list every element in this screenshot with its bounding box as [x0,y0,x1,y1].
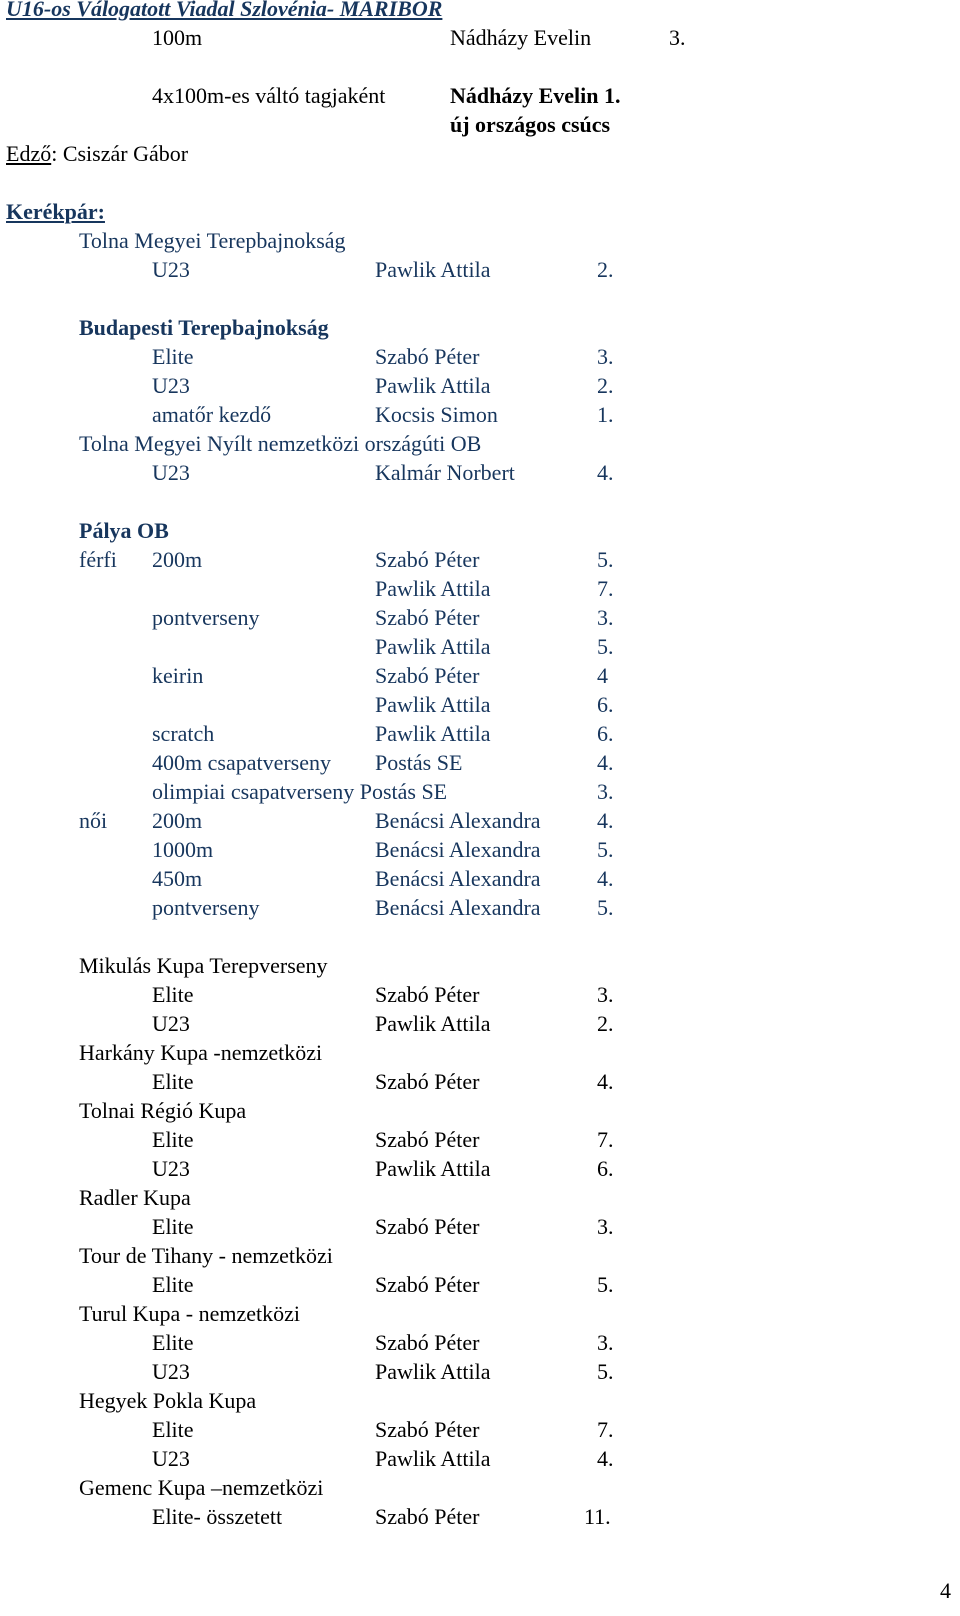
result-place: 5. [597,634,614,659]
result-place: 3. [597,605,614,630]
result-athlete: Pawlik Attila [375,1446,491,1471]
result-category: 400m csapatverseny [152,750,331,775]
result-category: U23 [152,1446,190,1471]
result-place: 7. [597,1127,614,1152]
result-athlete: Benácsi Alexandra [375,837,541,862]
result-category: amatőr kezdő [152,402,272,427]
result-athlete: Szabó Péter [375,1214,480,1239]
competition-title: Tolna Megyei Terepbajnokság [79,228,346,253]
result-place: 4. [597,808,614,833]
result-place: 1. [597,402,614,427]
result-category: U23 [152,1011,190,1036]
result-category: pontverseny [152,895,260,920]
result-category: U23 [152,1156,190,1181]
result-category: U23 [152,257,190,282]
event-label: 100m [152,25,203,50]
coach-name: : Csiszár Gábor [51,141,189,166]
result-place: 4. [597,1069,614,1094]
result-category: Elite [152,344,194,369]
result-place: 5. [597,547,614,572]
result-category: Elite [152,1127,194,1152]
result-place: 6. [597,721,614,746]
gender-label: női [79,808,108,833]
result-place: 4 [597,663,608,688]
result-category: Elite [152,1214,194,1239]
result-athlete: Szabó Péter [375,1330,480,1355]
result-category: keirin [152,663,204,688]
result-category: 1000m [152,837,214,862]
result-category: U23 [152,460,190,485]
result-place: 2. [597,373,614,398]
result-place: 6. [597,1156,614,1181]
result-athlete: Benácsi Alexandra [375,895,541,920]
result-place: 5. [597,837,614,862]
competition-title: Turul Kupa - nemzetközi [79,1301,300,1326]
result-place: 6. [597,692,614,717]
result-athlete: Szabó Péter [375,605,480,630]
result-athlete: Benácsi Alexandra [375,866,541,891]
result-category: scratch [152,721,215,746]
result-athlete: Pawlik Attila [375,1156,491,1181]
result-place: 4. [597,1446,614,1471]
result-athlete: Kocsis Simon [375,402,498,427]
result-place: 4. [597,750,614,775]
result-category: 200m [152,808,203,833]
result-category: Elite- összetett [152,1504,283,1529]
competition-title: Mikulás Kupa Terepverseny [79,953,328,978]
result-athlete: Szabó Péter [375,1272,480,1297]
gender-label: férfi [79,547,117,572]
result-place: 5. [597,1359,614,1384]
result-place: 3. [597,779,614,804]
document-title: U16-os Válogatott Viadal Szlovénia- MARIBOR [6,0,443,21]
competition-title: Tour de Tihany - nemzetközi [79,1243,333,1268]
result-athlete: Pawlik Attila [375,1011,491,1036]
result-athlete: Szabó Péter [375,1417,480,1442]
result-athlete: Szabó Péter [375,1504,480,1529]
result-place: 4. [597,866,614,891]
result-place: 2. [597,1011,614,1036]
result-category: U23 [152,373,190,398]
competition-title: Tolna Megyei Nyílt nemzetközi országúti OB [79,431,482,456]
result-athlete: Szabó Péter [375,982,480,1007]
result-category: Elite [152,982,194,1007]
result-athlete: Pawlik Attila [375,257,491,282]
result-athlete: Kalmár Norbert [375,460,515,485]
result-athlete: Szabó Péter [375,344,480,369]
result-place: 5. [597,1272,614,1297]
relay-result: Nádházy Evelin 1. [450,83,621,108]
competition-title: Budapesti Terepbajnokság [79,315,329,340]
result-athlete: Pawlik Attila [375,721,491,746]
result-athlete: Pawlik Attila [375,634,491,659]
result-place: 3. [597,344,614,369]
coach-label: Edző [6,141,52,166]
result-place: 7. [597,576,614,601]
result-category: olimpiai csapatverseny Postás SE [152,779,448,804]
result-category: 200m [152,547,203,572]
section-title-cycling: Kerékpár: [6,199,105,224]
competition-title: Pálya OB [79,518,169,543]
result-athlete: Pawlik Attila [375,692,491,717]
result-category: 450m [152,866,203,891]
result-place: 3. [669,25,686,50]
result-athlete: Benácsi Alexandra [375,808,541,833]
competition-title: Hegyek Pokla Kupa [79,1388,257,1413]
result-category: Elite [152,1417,194,1442]
result-athlete: Szabó Péter [375,663,480,688]
result-athlete: Pawlik Attila [375,1359,491,1384]
result-athlete: Szabó Péter [375,547,480,572]
result-place: 3. [597,982,614,1007]
result-place: 5. [597,895,614,920]
result-athlete: Pawlik Attila [375,576,491,601]
competition-title: Gemenc Kupa –nemzetközi [79,1475,324,1500]
result-category: U23 [152,1359,190,1384]
result-category: pontverseny [152,605,260,630]
relay-label: 4x100m-es váltó tagjaként [152,83,386,108]
competition-title: Harkány Kupa -nemzetközi [79,1040,323,1065]
result-athlete: Pawlik Attila [375,373,491,398]
result-place: 2. [597,257,614,282]
record-note: új országos csúcs [450,112,611,137]
result-category: Elite [152,1272,194,1297]
athlete-name: Nádházy Evelin [450,25,592,50]
page-number: 4 [940,1578,951,1603]
result-athlete: Szabó Péter [375,1127,480,1152]
result-place: 7. [597,1417,614,1442]
result-place: 3. [597,1214,614,1239]
result-athlete: Postás SE [375,750,463,775]
competition-title: Radler Kupa [79,1185,191,1210]
result-place: 4. [597,460,614,485]
result-place: 3. [597,1330,614,1355]
result-category: Elite [152,1069,194,1094]
result-athlete: Szabó Péter [375,1069,480,1094]
coach-line [6,140,188,168]
result-place: 11. [584,1504,611,1529]
competition-title: Tolnai Régió Kupa [79,1098,247,1123]
result-category: Elite [152,1330,194,1355]
